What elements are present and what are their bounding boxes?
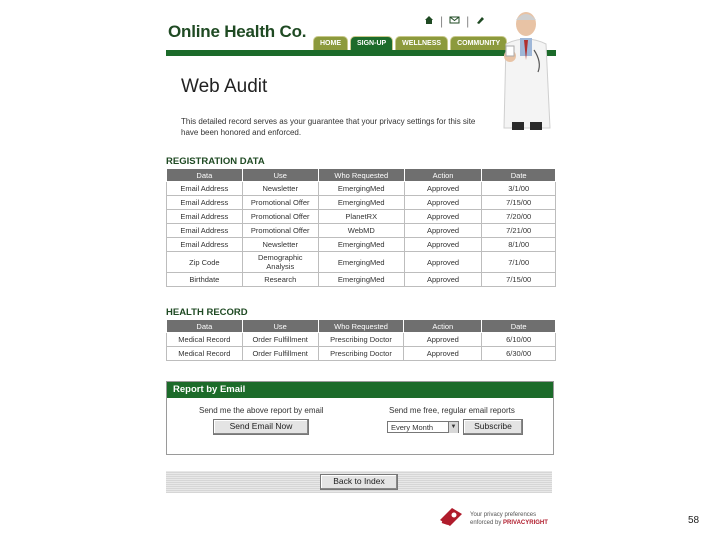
table-cell: Order Fulfillment <box>242 347 318 361</box>
table-cell: PlanetRX <box>318 210 404 224</box>
table-cell: Approved <box>404 273 482 287</box>
table-cell: WebMD <box>318 224 404 238</box>
privacy-line-2 <box>470 519 548 527</box>
nav-tab-community[interactable]: COMMUNITY <box>450 36 507 52</box>
table-row <box>167 182 556 196</box>
table-cell: Email Address <box>167 210 243 224</box>
intro-text: This detailed record serves as your guarantee that your privacy settings for this site have been honored and enforced. <box>181 117 476 137</box>
table-row <box>167 333 556 347</box>
table-cell: 8/1/00 <box>482 238 556 252</box>
table-cell: Email Address <box>167 224 243 238</box>
privacy-lock-icon <box>438 506 464 531</box>
column-header: Date <box>482 169 556 182</box>
table-cell: Demographic Analysis <box>242 252 318 273</box>
table-cell: Approved <box>404 196 482 210</box>
table-header-row <box>167 169 556 182</box>
table-row <box>167 273 556 287</box>
table-cell: Zip Code <box>167 252 243 273</box>
table-cell: Approved <box>404 347 482 361</box>
subscribe-label: Send me free, regular email reports <box>389 406 515 415</box>
table-cell: Newsletter <box>242 182 318 196</box>
table-cell: EmergingMed <box>318 238 404 252</box>
send-report-label: Send me the above report by email <box>199 406 324 415</box>
table-cell: Approved <box>404 333 482 347</box>
table-cell: Approved <box>404 182 482 196</box>
table-cell: Approved <box>404 238 482 252</box>
table-cell: Email Address <box>167 238 243 252</box>
table-row <box>167 210 556 224</box>
report-panel-title: Report by Email <box>167 382 553 398</box>
table-cell: Promotional Offer <box>242 224 318 238</box>
back-to-index-button[interactable]: Back to Index <box>320 474 398 490</box>
back-to-index-bar <box>166 471 552 493</box>
table-cell: 7/1/00 <box>482 252 556 273</box>
site-logo[interactable]: Online Health Co. <box>168 22 307 41</box>
table-cell: EmergingMed <box>318 273 404 287</box>
page-number: 58 <box>688 515 700 526</box>
health-record-table <box>166 319 556 361</box>
report-by-email-panel <box>166 381 554 455</box>
registration-table <box>166 168 556 287</box>
column-header: Who Requested <box>318 169 404 182</box>
table-cell: Approved <box>404 224 482 238</box>
table-cell: 3/1/00 <box>482 182 556 196</box>
table-cell: 7/20/00 <box>482 210 556 224</box>
table-cell: Medical Record <box>167 333 243 347</box>
column-header: Data <box>167 169 243 182</box>
table-cell: Newsletter <box>242 238 318 252</box>
table-row <box>167 196 556 210</box>
table-cell: 7/15/00 <box>482 273 556 287</box>
table-cell: 7/21/00 <box>482 224 556 238</box>
table-row <box>167 347 556 361</box>
table-cell: Research <box>242 273 318 287</box>
health-record-title: HEALTH RECORD <box>166 307 248 318</box>
nav-tab-signup[interactable]: SIGN-UP <box>350 36 393 52</box>
icon-separator: | <box>466 14 470 28</box>
mail-icon[interactable] <box>449 14 460 28</box>
privacy-badge[interactable] <box>438 506 548 531</box>
doctor-image <box>494 10 562 132</box>
privacy-text <box>470 511 548 527</box>
nav-tab-wellness[interactable]: WELLNESS <box>395 36 448 52</box>
table-header-row <box>167 320 556 333</box>
table-cell: 6/10/00 <box>482 333 556 347</box>
registration-title: REGISTRATION DATA <box>166 156 265 167</box>
send-email-now-button[interactable]: Send Email Now <box>213 419 309 435</box>
column-header: Use <box>242 169 318 182</box>
column-header: Date <box>482 320 556 333</box>
privacy-brand: PRIVACYRIGHT <box>503 519 548 526</box>
nav-tab-home[interactable]: HOME <box>313 36 348 52</box>
table-cell: Medical Record <box>167 347 243 361</box>
table-cell: EmergingMed <box>318 252 404 273</box>
table-cell: Email Address <box>167 196 243 210</box>
table-cell: EmergingMed <box>318 196 404 210</box>
top-icon-bar <box>424 14 485 28</box>
chevron-down-icon[interactable]: ▼ <box>448 422 458 433</box>
report-frequency-select[interactable] <box>387 421 459 433</box>
icon-separator: | <box>440 14 444 28</box>
table-cell: Prescribing Doctor <box>318 333 404 347</box>
page-title: Web Audit <box>181 76 268 97</box>
column-header: Use <box>242 320 318 333</box>
pen-icon[interactable] <box>475 14 485 28</box>
table-cell: Birthdate <box>167 273 243 287</box>
table-cell: Promotional Offer <box>242 210 318 224</box>
table-row <box>167 238 556 252</box>
table-row <box>167 224 556 238</box>
table-cell: Promotional Offer <box>242 196 318 210</box>
table-cell: 6/30/00 <box>482 347 556 361</box>
table-cell: 7/15/00 <box>482 196 556 210</box>
table-cell: Prescribing Doctor <box>318 347 404 361</box>
column-header: Who Requested <box>318 320 404 333</box>
table-cell: Email Address <box>167 182 243 196</box>
column-header: Data <box>167 320 243 333</box>
table-cell: Approved <box>404 252 482 273</box>
frequency-value: Every Month <box>391 423 434 432</box>
column-header: Action <box>404 169 482 182</box>
subscribe-button[interactable]: Subscribe <box>463 419 523 435</box>
privacy-line-1: Your privacy preferences <box>470 511 537 518</box>
table-cell: EmergingMed <box>318 182 404 196</box>
table-cell: Approved <box>404 210 482 224</box>
table-row <box>167 252 556 273</box>
table-cell: Order Fulfillment <box>242 333 318 347</box>
home-icon[interactable] <box>424 14 434 28</box>
column-header: Action <box>404 320 482 333</box>
privacy-line-2-prefix: enforced by <box>470 519 504 526</box>
